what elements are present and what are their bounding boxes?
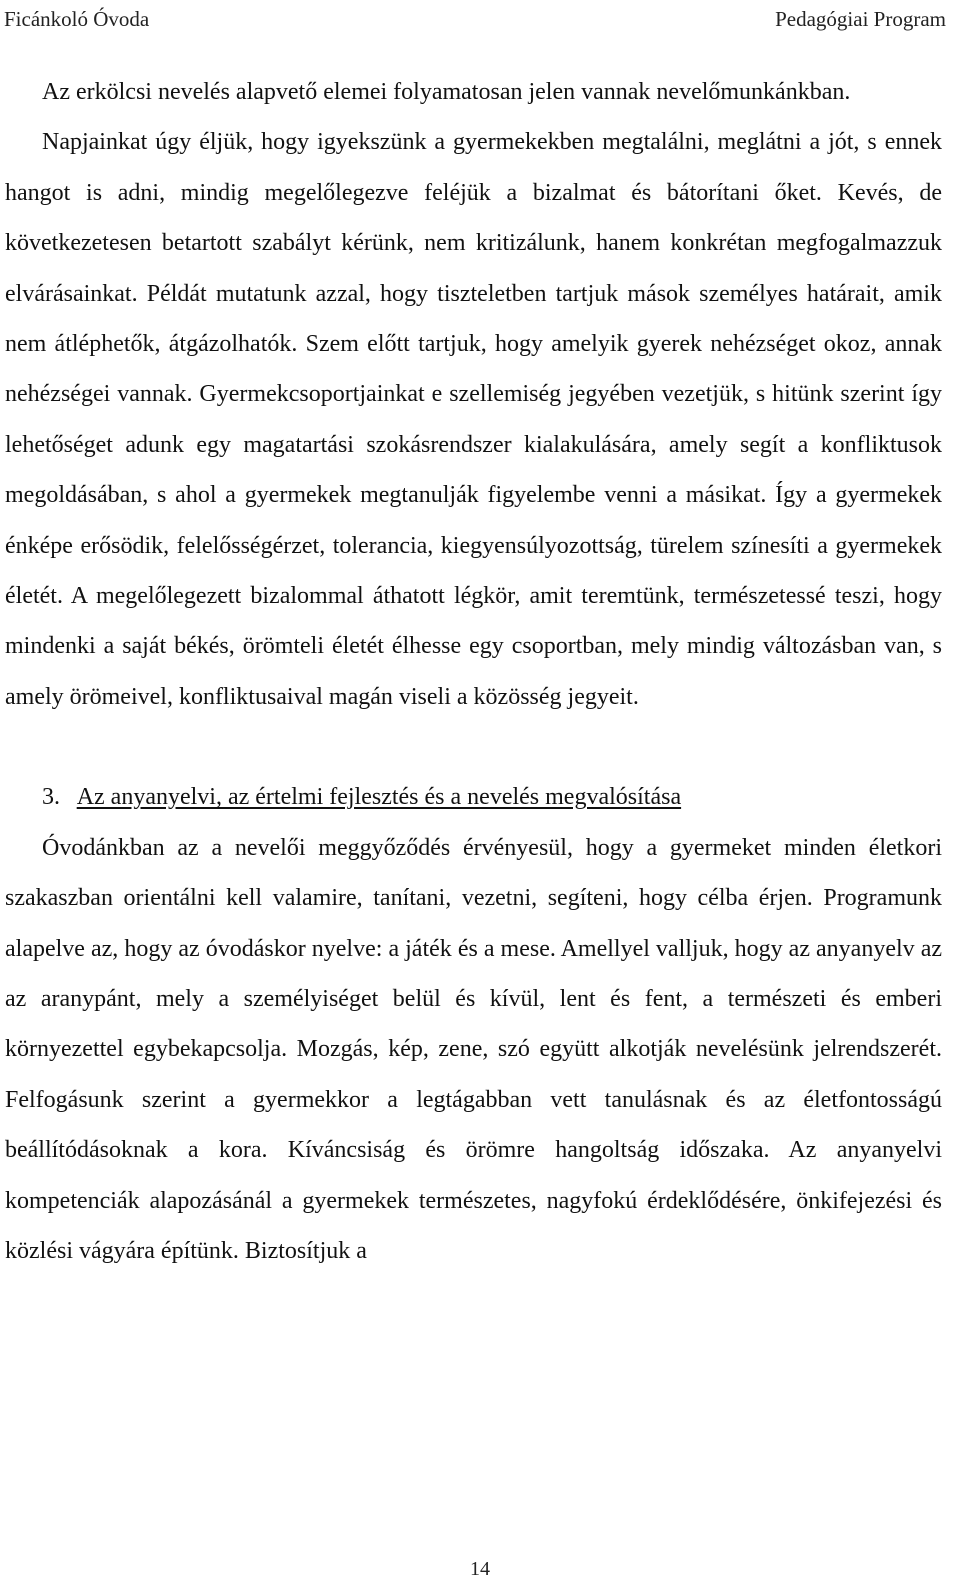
header-document-title: Pedagógiai Program xyxy=(775,6,946,31)
section-heading xyxy=(42,772,942,822)
header-institution-name: Ficánkoló Óvoda xyxy=(4,6,150,31)
page-content xyxy=(5,67,942,1276)
page-header xyxy=(4,4,946,34)
paragraph-moral-education-body: Napjainkat úgy éljük, hogy igyekszünk a gyermekekben megtalálni, meglátni a jót, s ennek hangot is adni, mindig megelőlegezve feléjük a bizalmat és bátorítani őket. Kevés, de következetesen betartott szabályt kérünk, nem kritizálunk, hanem konkrétan megfogalmazzuk elvárásainkat. Példát mutatunk azzal, hogy tiszteletben tartjuk mások személyes határait, amik nem átléphetők, átgázolhatók. Szem előtt tartjuk, hogy amelyik gyerek nehézséget okoz, annak nehézségei vannak. Gyermekcsoportjainkat e szellemiség jegyében vezetjük, s hitünk szerint így lehetőséget adunk egy magatartási szokásrendszer kialakulására, amely segít a konfliktusok megoldásában, s ahol a gyermekek megtanulják figyelembe venni a másikat. Így a gyermekek énképe erősödik, felelősségérzet, tolerancia, kiegyensúlyozottság, türelem színesíti a gyermekek életét. A megelőlegezett bizalommal áthatott légkör, amit teremtünk, természetessé teszi, hogy mindenki a saját békés, örömteli életét élhesse egy csoportban, mely mindig változásban van, s amely örömeivel, konfliktusaival magán viseli a közösség jegyeit. xyxy=(5,129,942,710)
section-body-paragraph: Óvodánkban az a nevelői meggyőződés érvényesül, hogy a gyermeket minden életkori szakaszban orientálni kell valamire, tanítani, vezetni, segíteni, hogy célba érjen. Programunk alapelve az, hogy az óvodáskor nyelve: a játék és a mese. Amellyel valljuk, hogy az anyanyelv az az aranypánt, mely a személyiséget belül és kívül, lent és fent, a természeti és emberi környezettel egybekapcsolja. Mozgás, kép, zene, szó együtt alkotják nevelésünk jelrendszerét. Felfogásunk szerint a gyermekkor a legtágabban vett tanulásnak és az életfontosságú beállítódásoknak a kora. Kíváncsiság és örömre hangoltság időszaka. Az anyanyelvi kompetenciák alapozásánál a gyermekek természetes, nagyfokú érdeklődésére, önkifejezési és közlési vágyára építünk. Biztosítjuk a xyxy=(5,834,942,1264)
section-title: Az anyanyelvi, az értelmi fejlesztés és a nevelés megvalósítása xyxy=(76,784,682,811)
paragraph-moral-education-intro: Az erkölcsi nevelés alapvető elemei folyamatosan jelen vannak nevelőmunkánkban. xyxy=(42,79,851,105)
page-number: 14 xyxy=(470,1558,490,1580)
section-number: 3. xyxy=(42,784,60,811)
